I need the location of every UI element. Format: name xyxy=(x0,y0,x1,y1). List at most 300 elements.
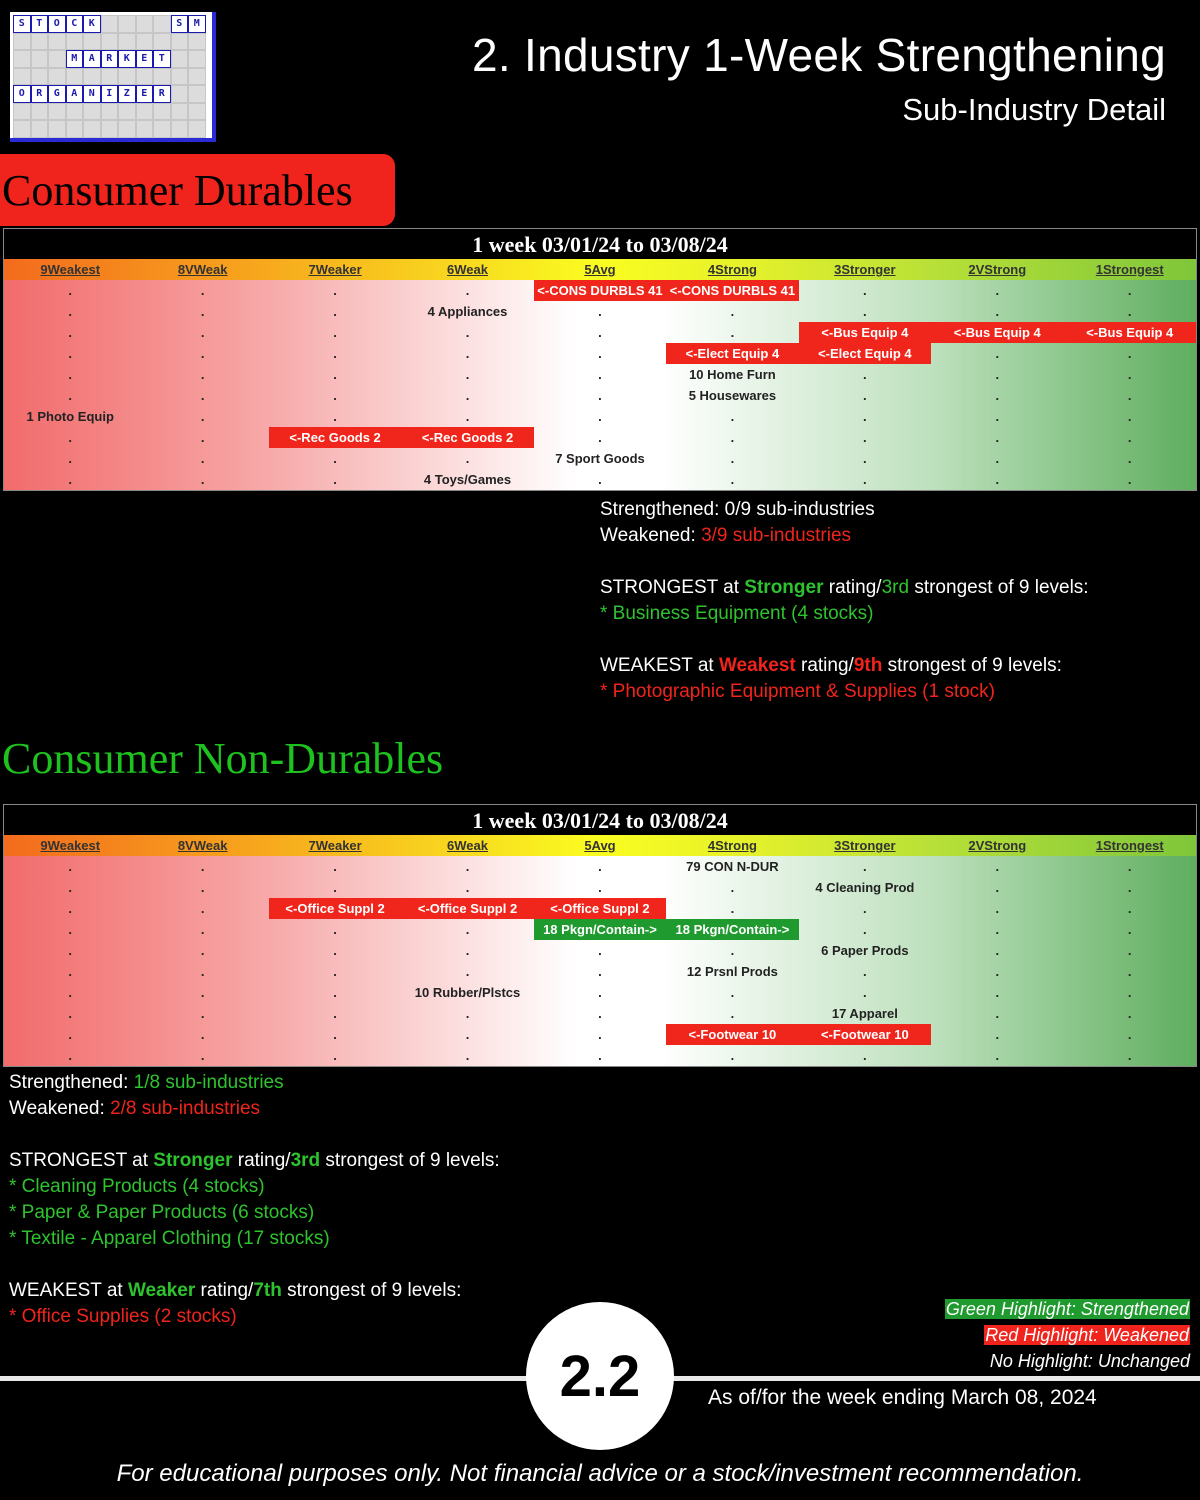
sub-industry-cell-weakened: <-CONS DURBLS 41 xyxy=(534,280,666,301)
empty-cell: . xyxy=(200,1027,205,1042)
disclaimer: For educational purposes only. Not financial advice or a stock/investment recommendation. xyxy=(116,1460,1084,1487)
as-of-date: As of/for the week ending March 08, 2024 xyxy=(708,1386,1097,1409)
empty-cell: . xyxy=(68,964,73,979)
logo-cell: T xyxy=(153,50,171,68)
logo-cell xyxy=(83,68,101,86)
empty-cell: . xyxy=(68,1006,73,1021)
empty-cell: . xyxy=(465,1027,470,1042)
sub-industry-cell-weakened: <-Rec Goods 2 xyxy=(401,427,533,448)
logo-cell xyxy=(171,68,189,86)
durables-grid-title: 1 week 03/01/24 to 03/08/24 xyxy=(472,232,728,257)
empty-cell: . xyxy=(68,367,73,382)
highlight-legend xyxy=(945,1296,1190,1374)
empty-cell: . xyxy=(598,304,602,319)
nondurables-stats xyxy=(9,1070,500,1330)
nondurables-level-header xyxy=(4,835,1196,856)
empty-cell: . xyxy=(1127,1048,1132,1063)
empty-cell: . xyxy=(863,922,867,937)
empty-cell: . xyxy=(863,472,867,487)
empty-cell: . xyxy=(465,388,470,403)
list-item: * Business Equipment (4 stocks) xyxy=(600,603,874,624)
logo-cell xyxy=(118,15,136,33)
empty-cell: . xyxy=(598,346,602,361)
logo-cell xyxy=(171,103,189,121)
empty-cell: . xyxy=(200,1006,205,1021)
sub-industry-cell-weakened: <-Elect Equip 4 xyxy=(799,343,931,364)
logo-cell: N xyxy=(83,85,101,103)
empty-cell: . xyxy=(200,964,205,979)
logo-cell xyxy=(48,33,66,51)
empty-cell: . xyxy=(333,859,337,874)
empty-cell: . xyxy=(598,1027,602,1042)
logo-cell: K xyxy=(83,15,101,33)
empty-cell: . xyxy=(730,880,735,895)
grid-row xyxy=(4,406,1196,427)
empty-cell: . xyxy=(995,451,1000,466)
durables-weakened: Weakened: 3/9 sub-industries xyxy=(600,525,852,546)
empty-cell: . xyxy=(730,901,735,916)
level-header-8vweak: 8VWeak xyxy=(177,838,228,853)
sub-industry-cell-weakened: <-Office Suppl 2 xyxy=(269,898,401,919)
empty-cell: . xyxy=(995,283,1000,298)
grid-row xyxy=(4,1003,1196,1024)
empty-cell: . xyxy=(200,451,205,466)
level-header-1strongest: 1Strongest xyxy=(1095,262,1164,277)
logo-cell xyxy=(171,85,189,103)
logo-cell xyxy=(66,103,84,121)
sub-industry-cell: 4 Cleaning Prod xyxy=(815,880,915,895)
level-header-7weaker: 7Weaker xyxy=(308,838,362,853)
empty-cell: . xyxy=(200,346,205,361)
logo-cell xyxy=(48,103,66,121)
empty-cell: . xyxy=(200,1048,205,1063)
logo-cell xyxy=(188,85,206,103)
empty-cell: . xyxy=(200,367,205,382)
sub-industry-cell-weakened: <-Elect Equip 4 xyxy=(666,343,798,364)
level-header-6weak: 6Weak xyxy=(447,262,489,277)
logo-cell: S xyxy=(13,15,31,33)
empty-cell: . xyxy=(333,388,337,403)
nondurables-grid-body xyxy=(4,856,1196,1066)
logo-cell xyxy=(153,103,171,121)
empty-cell: . xyxy=(333,304,337,319)
empty-cell: . xyxy=(995,901,1000,916)
logo-cell xyxy=(153,15,171,33)
empty-cell: . xyxy=(200,409,205,424)
sub-industry-cell: 7 Sport Goods xyxy=(555,451,645,466)
empty-cell: . xyxy=(995,472,1000,487)
logo-cell xyxy=(13,120,31,138)
empty-cell: . xyxy=(995,430,1000,445)
empty-cell: . xyxy=(995,859,1000,874)
empty-cell: . xyxy=(863,451,867,466)
empty-cell: . xyxy=(200,472,205,487)
list-item: * Photographic Equipment & Supplies (1 stock) xyxy=(600,681,995,702)
empty-cell: . xyxy=(995,388,1000,403)
empty-cell: . xyxy=(333,346,337,361)
empty-cell: . xyxy=(598,1048,602,1063)
sub-industry-cell-weakened: <-Bus Equip 4 xyxy=(799,322,931,343)
nondurables-strongest-list xyxy=(9,1174,500,1252)
empty-cell: . xyxy=(465,325,470,340)
empty-cell: . xyxy=(863,1048,867,1063)
logo-cell xyxy=(31,33,49,51)
empty-cell: . xyxy=(333,325,337,340)
empty-cell: . xyxy=(730,472,735,487)
grid-row xyxy=(4,448,1196,469)
page-number-badge: 2.2 xyxy=(526,1302,674,1450)
empty-cell: . xyxy=(68,283,73,298)
empty-cell: . xyxy=(68,325,73,340)
logo-cell xyxy=(171,120,189,138)
empty-cell: . xyxy=(200,943,205,958)
durables-grid-body xyxy=(4,280,1196,490)
logo-cell xyxy=(188,103,206,121)
durables-weakest-line: WEAKEST at Weakest rating/9th strongest of 9 levels: xyxy=(600,655,1062,676)
empty-cell: . xyxy=(598,859,602,874)
level-header-7weaker: 7Weaker xyxy=(308,262,362,277)
logo-cell: K xyxy=(118,50,136,68)
empty-cell: . xyxy=(1127,304,1132,319)
sub-industry-cell-weakened: <-Bus Equip 4 xyxy=(1064,322,1196,343)
logo-cell xyxy=(171,33,189,51)
page-title: 2. Industry 1-Week Strengthening xyxy=(471,29,1166,81)
logo-cell xyxy=(188,68,206,86)
logo-cell: R xyxy=(31,85,49,103)
level-header-8vweak: 8VWeak xyxy=(177,262,228,277)
empty-cell: . xyxy=(863,985,867,1000)
sub-industry-cell-weakened: <-Rec Goods 2 xyxy=(269,427,401,448)
logo-cell xyxy=(101,15,119,33)
legend-none: No Highlight: Unchanged xyxy=(989,1351,1190,1371)
sub-industry-cell-weakened: <-Bus Equip 4 xyxy=(931,322,1063,343)
empty-cell: . xyxy=(465,451,470,466)
empty-cell: . xyxy=(1127,472,1132,487)
sub-industry-cell: 6 Paper Prods xyxy=(821,943,909,958)
logo-cell xyxy=(83,103,101,121)
empty-cell: . xyxy=(68,880,73,895)
logo-cell: M xyxy=(66,50,84,68)
sub-industry-cell: 1 Photo Equip xyxy=(26,409,114,424)
level-header-3stronger: 3Stronger xyxy=(834,262,896,277)
level-header-2vstrong: 2VStrong xyxy=(968,262,1027,277)
durables-grid xyxy=(3,228,1197,491)
sub-industry-cell: 10 Rubber/Plstcs xyxy=(414,985,521,1000)
grid-row xyxy=(4,919,1196,940)
empty-cell: . xyxy=(1127,922,1132,937)
level-header-5avg: 5Avg xyxy=(584,838,616,853)
empty-cell: . xyxy=(465,409,470,424)
logo-cell xyxy=(66,68,84,86)
logo-cell xyxy=(48,50,66,68)
empty-cell: . xyxy=(863,964,867,979)
logo-cell: E xyxy=(136,50,154,68)
logo-cell xyxy=(13,103,31,121)
logo-cell xyxy=(188,50,206,68)
empty-cell: . xyxy=(1127,409,1132,424)
logo-cell xyxy=(101,103,119,121)
empty-cell: . xyxy=(465,1006,470,1021)
empty-cell: . xyxy=(863,859,867,874)
nondurables-strengthened: Strengthened: 1/8 sub-industries xyxy=(9,1072,284,1093)
empty-cell: . xyxy=(598,367,602,382)
logo-cell xyxy=(171,50,189,68)
empty-cell: . xyxy=(1127,388,1132,403)
empty-cell: . xyxy=(465,922,470,937)
logo-cell xyxy=(136,68,154,86)
logo-cell: I xyxy=(101,85,119,103)
empty-cell: . xyxy=(1127,430,1132,445)
logo-cell xyxy=(118,33,136,51)
empty-cell: . xyxy=(730,985,735,1000)
empty-cell: . xyxy=(68,304,73,319)
grid-row xyxy=(4,1045,1196,1066)
logo-cell: G xyxy=(48,85,66,103)
empty-cell: . xyxy=(598,1006,602,1021)
empty-cell: . xyxy=(68,943,73,958)
empty-cell: . xyxy=(68,451,73,466)
level-header-5avg: 5Avg xyxy=(584,262,616,277)
list-item: * Cleaning Products (4 stocks) xyxy=(9,1176,265,1197)
logo-cell xyxy=(31,68,49,86)
grid-row xyxy=(4,301,1196,322)
logo-cell: M xyxy=(188,15,206,33)
empty-cell: . xyxy=(200,859,205,874)
empty-cell: . xyxy=(200,880,205,895)
logo-cell xyxy=(136,33,154,51)
empty-cell: . xyxy=(68,901,73,916)
empty-cell: . xyxy=(995,304,1000,319)
logo-cell xyxy=(118,103,136,121)
grid-row xyxy=(4,982,1196,1003)
empty-cell: . xyxy=(730,304,735,319)
sub-industry-cell-strengthened: 18 Pkgn/Contain-> xyxy=(534,919,666,940)
section-title-durables: Consumer Durables xyxy=(0,154,395,226)
empty-cell: . xyxy=(1127,1006,1132,1021)
empty-cell: . xyxy=(68,388,73,403)
empty-cell: . xyxy=(598,985,602,1000)
logo-cell: O xyxy=(13,85,31,103)
nondurables-weakened: Weakened: 2/8 sub-industries xyxy=(9,1098,261,1119)
logo-cell: S xyxy=(171,15,189,33)
empty-cell: . xyxy=(1127,943,1132,958)
empty-cell: . xyxy=(68,859,73,874)
empty-cell: . xyxy=(465,367,470,382)
logo-cell xyxy=(188,33,206,51)
logo-cell xyxy=(118,120,136,138)
legend-green: Green Highlight: Strengthened xyxy=(945,1299,1189,1319)
empty-cell: . xyxy=(1127,283,1132,298)
level-header-4strong: 4Strong xyxy=(707,838,757,853)
logo-cell xyxy=(188,120,206,138)
empty-cell: . xyxy=(1127,901,1132,916)
empty-cell: . xyxy=(1127,964,1132,979)
empty-cell: . xyxy=(333,1048,337,1063)
logo-cell xyxy=(101,33,119,51)
empty-cell: . xyxy=(1127,985,1132,1000)
empty-cell: . xyxy=(995,985,1000,1000)
logo-cell: O xyxy=(48,15,66,33)
empty-cell: . xyxy=(333,283,337,298)
legend-red: Red Highlight: Weakened xyxy=(985,1325,1189,1345)
nondurables-weakest-list xyxy=(9,1304,500,1330)
empty-cell: . xyxy=(333,367,337,382)
empty-cell: . xyxy=(333,985,337,1000)
empty-cell: . xyxy=(200,430,205,445)
sub-industry-cell-weakened: <-Office Suppl 2 xyxy=(534,898,666,919)
empty-cell: . xyxy=(465,283,470,298)
logo-cell xyxy=(83,120,101,138)
empty-cell: . xyxy=(333,1006,337,1021)
logo-cell xyxy=(83,33,101,51)
grid-row xyxy=(4,856,1196,877)
empty-cell: . xyxy=(730,430,735,445)
empty-cell: . xyxy=(598,409,602,424)
page-subtitle: Sub-Industry Detail xyxy=(902,92,1166,127)
list-item: * Office Supplies (2 stocks) xyxy=(9,1306,237,1327)
empty-cell: . xyxy=(465,346,470,361)
logo-cell xyxy=(118,68,136,86)
level-header-9weakest: 9Weakest xyxy=(40,262,101,277)
empty-cell: . xyxy=(598,880,602,895)
logo-cell xyxy=(48,68,66,86)
empty-cell: . xyxy=(863,430,867,445)
empty-cell: . xyxy=(995,880,1000,895)
sub-industry-cell-weakened: <-Footwear 10 xyxy=(666,1024,798,1045)
grid-row xyxy=(4,469,1196,490)
empty-cell: . xyxy=(68,430,73,445)
empty-cell: . xyxy=(995,922,1000,937)
empty-cell: . xyxy=(333,1027,337,1042)
grid-row xyxy=(4,385,1196,406)
logo-cell: T xyxy=(31,15,49,33)
grid-row xyxy=(4,961,1196,982)
empty-cell: . xyxy=(200,304,205,319)
empty-cell: . xyxy=(1127,880,1132,895)
logo-cell: R xyxy=(101,50,119,68)
empty-cell: . xyxy=(68,985,73,1000)
empty-cell: . xyxy=(863,901,867,916)
sub-industry-cell: 17 Apparel xyxy=(831,1006,898,1021)
logo-cell xyxy=(153,68,171,86)
durables-level-header xyxy=(4,259,1196,280)
empty-cell: . xyxy=(1127,451,1132,466)
empty-cell: . xyxy=(730,409,735,424)
empty-cell: . xyxy=(68,922,73,937)
logo-cell: Z xyxy=(118,85,136,103)
nondurables-grid-title: 1 week 03/01/24 to 03/08/24 xyxy=(472,808,728,833)
grid-row xyxy=(4,877,1196,898)
empty-cell: . xyxy=(333,472,337,487)
nondurables-strongest-line: STRONGEST at Stronger rating/3rd strongest of 9 levels: xyxy=(9,1150,500,1171)
empty-cell: . xyxy=(68,1048,73,1063)
empty-cell: . xyxy=(465,859,470,874)
empty-cell: . xyxy=(995,409,1000,424)
empty-cell: . xyxy=(863,409,867,424)
durables-weakest-list xyxy=(600,679,1089,705)
level-header-6weak: 6Weak xyxy=(447,838,489,853)
level-header-3stronger: 3Stronger xyxy=(834,838,896,853)
empty-cell: . xyxy=(333,451,337,466)
grid-row xyxy=(4,364,1196,385)
empty-cell: . xyxy=(465,964,470,979)
logo-cell xyxy=(48,120,66,138)
empty-cell: . xyxy=(730,325,735,340)
logo-cell xyxy=(31,50,49,68)
empty-cell: . xyxy=(995,1048,1000,1063)
sub-industry-cell: 12 Prsnl Prods xyxy=(686,964,778,979)
list-item: * Textile - Apparel Clothing (17 stocks) xyxy=(9,1228,330,1249)
empty-cell: . xyxy=(995,964,1000,979)
logo-cell: E xyxy=(136,85,154,103)
logo-cell xyxy=(66,120,84,138)
empty-cell: . xyxy=(995,1006,1000,1021)
grid-row xyxy=(4,898,1196,919)
empty-cell: . xyxy=(1127,367,1132,382)
sub-industry-cell-weakened: <-Footwear 10 xyxy=(799,1024,931,1045)
nondurables-grid xyxy=(3,804,1197,1067)
logo-cell xyxy=(136,15,154,33)
logo-cell xyxy=(101,68,119,86)
logo-cell xyxy=(13,33,31,51)
empty-cell: . xyxy=(333,409,337,424)
empty-cell: . xyxy=(598,472,602,487)
durables-strengthened: Strengthened: 0/9 sub-industries xyxy=(600,499,875,520)
durables-strongest-list xyxy=(600,601,1089,627)
sub-industry-cell-weakened: <-CONS DURBLS 41 xyxy=(666,280,798,301)
logo-cell xyxy=(136,120,154,138)
empty-cell: . xyxy=(995,346,1000,361)
empty-cell: . xyxy=(333,922,337,937)
empty-cell: . xyxy=(200,985,205,1000)
empty-cell: . xyxy=(200,922,205,937)
empty-cell: . xyxy=(863,367,867,382)
grid-row xyxy=(4,1024,1196,1045)
durables-stats xyxy=(600,497,1089,705)
logo-cell xyxy=(31,103,49,121)
empty-cell: . xyxy=(200,283,205,298)
empty-cell: . xyxy=(465,1048,470,1063)
empty-cell: . xyxy=(68,346,73,361)
empty-cell: . xyxy=(598,430,602,445)
section-title-nondurables: Consumer Non-Durables xyxy=(2,734,444,783)
grid-row xyxy=(4,322,1196,343)
level-header-2vstrong: 2VStrong xyxy=(968,838,1027,853)
grid-row xyxy=(4,343,1196,364)
empty-cell: . xyxy=(598,388,602,403)
empty-cell: . xyxy=(730,451,735,466)
empty-cell: . xyxy=(200,901,205,916)
logo-cell xyxy=(136,103,154,121)
empty-cell: . xyxy=(598,943,602,958)
empty-cell: . xyxy=(465,943,470,958)
durables-strongest-line: STRONGEST at Stronger rating/3rd strongest of 9 levels: xyxy=(600,577,1089,598)
logo-cell: A xyxy=(66,85,84,103)
logo-cell: R xyxy=(153,85,171,103)
sub-industry-cell: 5 Housewares xyxy=(688,388,777,403)
logo-cell: A xyxy=(83,50,101,68)
level-header-9weakest: 9Weakest xyxy=(40,838,101,853)
empty-cell: . xyxy=(863,388,867,403)
level-header-4strong: 4Strong xyxy=(707,262,757,277)
logo xyxy=(10,12,216,142)
empty-cell: . xyxy=(598,964,602,979)
logo-cell xyxy=(101,120,119,138)
logo-cell xyxy=(13,68,31,86)
empty-cell: . xyxy=(1127,859,1132,874)
sub-industry-cell: 79 CON N-DUR xyxy=(686,859,779,874)
nondurables-weakest-line: WEAKEST at Weaker rating/7th strongest of 9 levels: xyxy=(9,1280,462,1301)
